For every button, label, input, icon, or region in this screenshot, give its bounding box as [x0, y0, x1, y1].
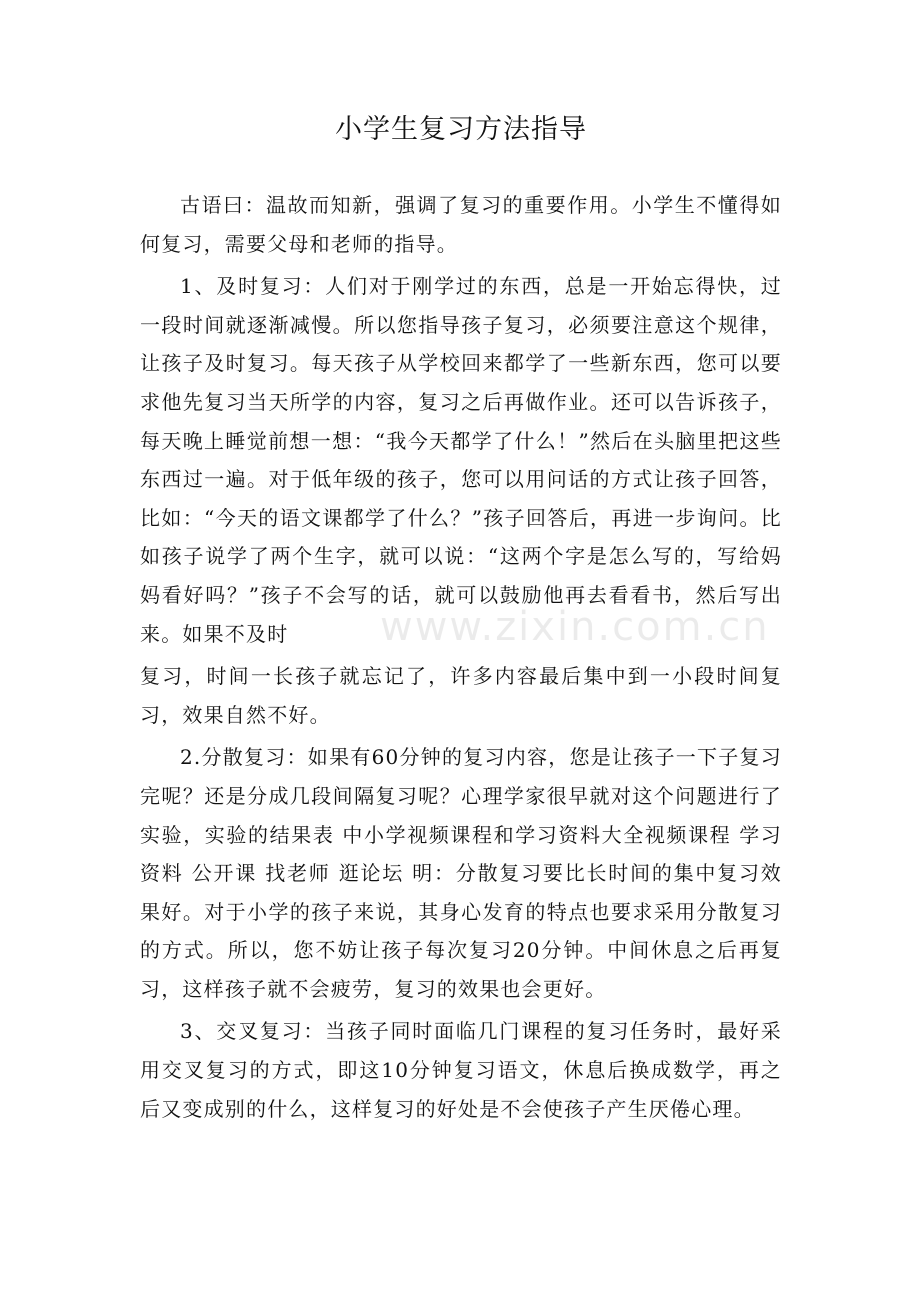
- document-title: 小学生复习方法指导: [335, 114, 587, 145]
- paragraph-distributed-review: 2.分散复习：如果有60分钟的复习内容，您是让孩子一下子复习完呢？还是分成几段间隔复习呢？心理学家很早就对这个问题进行了实验，实验的结果表 中小学视频课程和学习资料大全视频课程 学习资料 公开课 找老师 逛论坛 明：分散复习要比长时间的集中复习效果好。对于小学的孩子来说，其身心发育的特点也要求采用分散复习的方式。所以，您不妨让孩子每次复习20分钟。中间休息之后再复习，这样孩子就不会疲劳，复习的效果也会更好。: [140, 745, 782, 1001]
- paragraph-timely-review-continued: 复习，时间一长孩子就忘记了，许多内容最后集中到一小段时间复习，效果自然不好。: [140, 664, 782, 727]
- paragraph-timely-review: 1、及时复习：人们对于刚学过的东西，总是一开始忘得快，过一段时间就逐渐减慢。所以您指导孩子复习，必须要注意这个规律，让孩子及时复习。每天孩子从学校回来都学了一些新东西，您可以要求他先复习当天所学的内容，复习之后再做作业。还可以告诉孩子，每天晚上睡觉前想一想：“我今天都学了什么！”然后在头脑里把这些东西过一遍。对于低年级的孩子，您可以用问话的方式让孩子回答，比如：“今天的语文课都学了什么？”孩子回答后，再进一步询问。比如孩子说学了两个生字，就可以说：“这两个字是怎么写的，写给妈妈看好吗？”孩子不会写的话，就可以鼓励他再去看看书，然后写出来。如果不及时: [140, 274, 782, 646]
- paragraph-interleaved-review: 3、交叉复习：当孩子同时面临几门课程的复习任务时，最好采用交叉复习的方式，即这10分钟复习语文，休息后换成数学，再之后又变成别的什么，这样复习的好处是不会使孩子产生厌倦心理。: [140, 1019, 782, 1121]
- document-page: [140, 108, 782, 1132]
- watermark: www.zixin.com.cn: [380, 604, 770, 650]
- paragraph-intro: 古语曰：温故而知新，强调了复习的重要作用。小学生不懂得如何复习，需要父母和老师的指导。: [140, 193, 782, 256]
